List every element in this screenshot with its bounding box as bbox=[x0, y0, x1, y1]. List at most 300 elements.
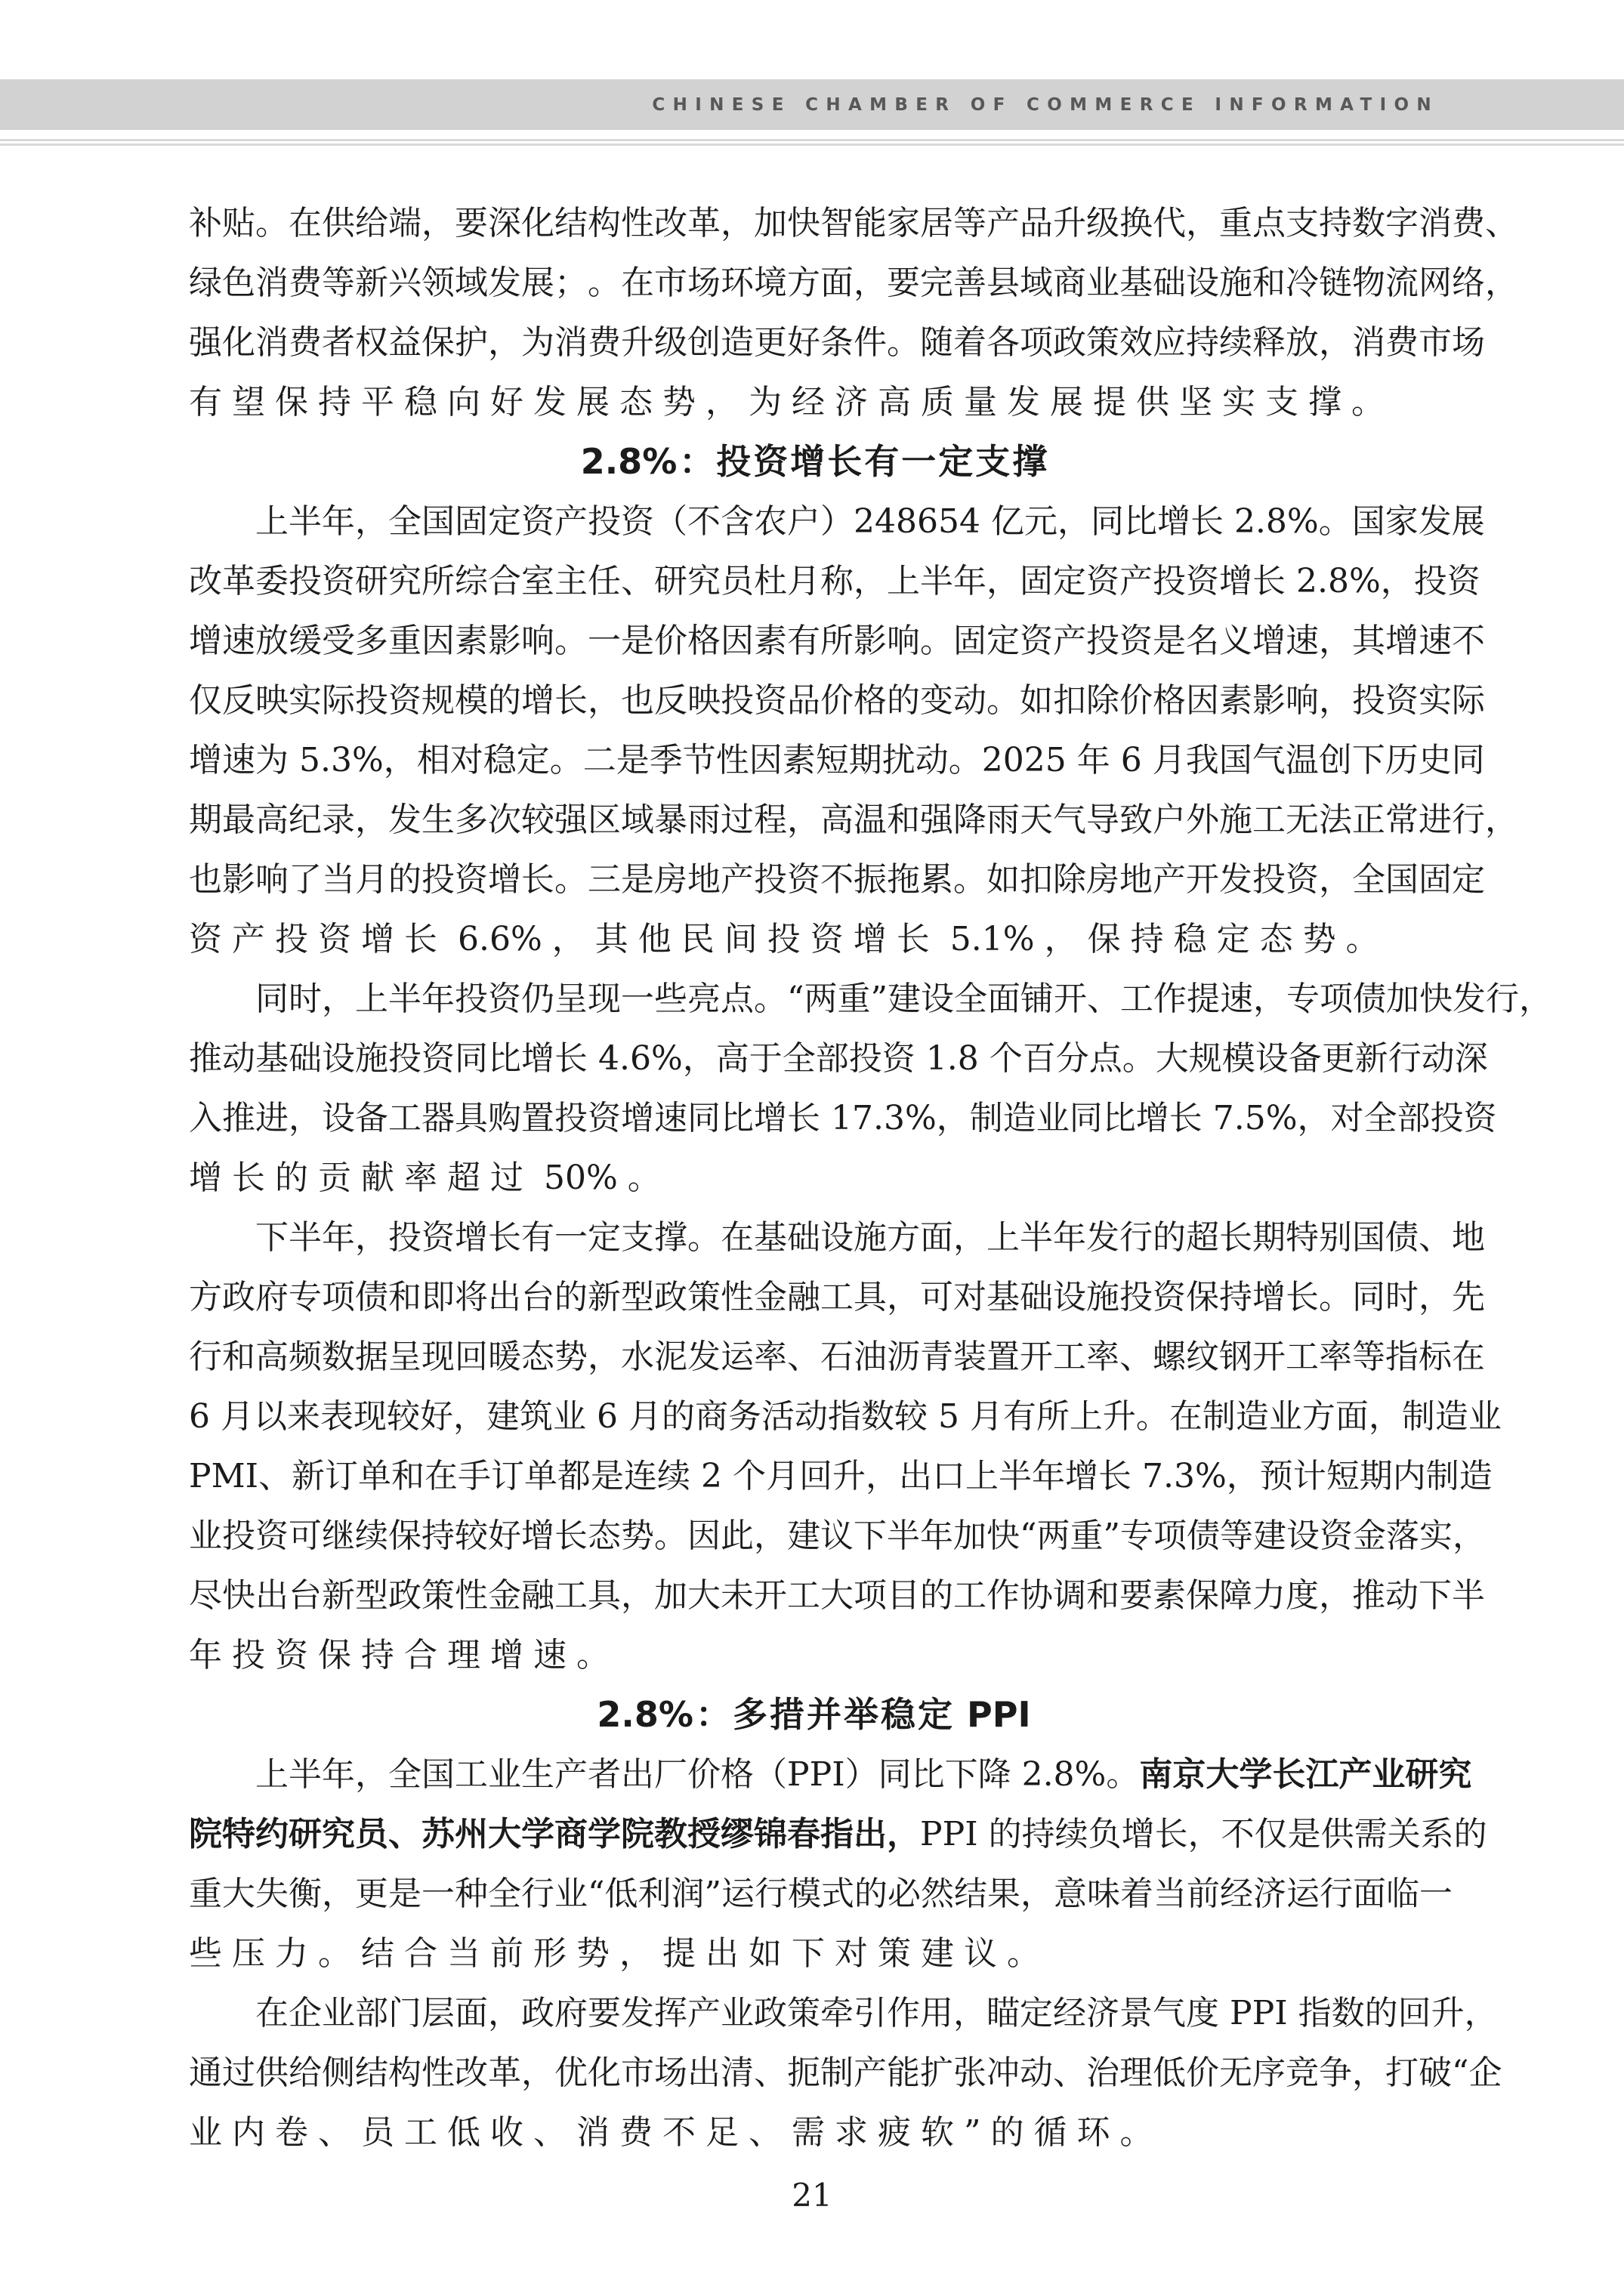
text-token: 型 bbox=[621, 1278, 654, 1316]
text-token: 产 bbox=[986, 204, 1020, 242]
text-token: 大 bbox=[1155, 1039, 1189, 1078]
text-token: PPI bbox=[920, 1815, 989, 1853]
text-token: 因 bbox=[721, 622, 754, 660]
text-token: 期 bbox=[1252, 1218, 1286, 1257]
text-token: 仅 bbox=[189, 681, 222, 720]
text-token: 动 bbox=[1385, 1576, 1419, 1615]
text-token: 金 bbox=[754, 1278, 787, 1316]
text-token: 贡 bbox=[318, 1159, 351, 1197]
text-token: 区 bbox=[588, 801, 621, 839]
text-token: ， bbox=[452, 1397, 486, 1436]
text-token: 。 bbox=[920, 622, 953, 660]
text-token: 。 bbox=[1122, 1039, 1156, 1078]
text-token: 卷 bbox=[275, 2113, 308, 2152]
text-token: 势 bbox=[1302, 920, 1336, 958]
text-token: 给 bbox=[355, 204, 388, 242]
text-token: 5.1% bbox=[939, 920, 1035, 958]
text-token: 破 bbox=[1419, 2054, 1452, 2092]
text-token: 因 bbox=[1186, 681, 1219, 720]
text-token: 工 bbox=[820, 1278, 854, 1316]
text-token: 提 bbox=[662, 1934, 696, 1973]
text-token: 企 bbox=[1468, 2054, 1502, 2092]
text-token: 尽 bbox=[189, 1576, 222, 1615]
text-token: 大 bbox=[687, 1576, 721, 1615]
text-token: 不 bbox=[1221, 1815, 1255, 1853]
text-token: 青 bbox=[920, 1338, 953, 1376]
text-token: 无 bbox=[1219, 2054, 1252, 2092]
text-token: 失 bbox=[255, 1875, 289, 1913]
text-token: 施 bbox=[1086, 1278, 1119, 1316]
text-token: 两 bbox=[1036, 1517, 1070, 1555]
text-token: 化 bbox=[588, 2054, 621, 2092]
text-line-content bbox=[189, 432, 1439, 492]
text-token: 网 bbox=[1419, 264, 1452, 302]
text-token: 济 bbox=[1253, 1875, 1286, 1913]
text-token: 月 bbox=[787, 562, 820, 600]
text-token: 单 bbox=[358, 1457, 392, 1495]
text-token: 同 bbox=[687, 1099, 721, 1137]
text-token: ， bbox=[621, 1576, 654, 1615]
text-token: 数 bbox=[1352, 204, 1385, 242]
text-token: 两 bbox=[804, 980, 838, 1018]
text-token: 层 bbox=[421, 1994, 455, 2032]
text-token: 年 bbox=[1053, 1218, 1086, 1257]
text-token: 一 bbox=[1419, 1875, 1453, 1913]
text-token: 加 bbox=[654, 1576, 687, 1615]
text-token: 牵 bbox=[820, 1994, 854, 2032]
text-token: 理 bbox=[447, 1636, 480, 1674]
text-token: 运 bbox=[1286, 1875, 1320, 1913]
text-token: 工 bbox=[455, 1755, 488, 1794]
text-token: 仅 bbox=[1254, 1815, 1288, 1853]
text-token: 口 bbox=[932, 1457, 966, 1495]
text-token: 一 bbox=[901, 441, 937, 482]
text-token: 订 bbox=[325, 1457, 359, 1495]
text-token: 冲 bbox=[986, 2054, 1020, 2092]
text-token: ， bbox=[682, 1039, 716, 1078]
text-token: 多 bbox=[455, 801, 488, 839]
text-token: 济 bbox=[1086, 1994, 1119, 2032]
text-token: ， bbox=[953, 1218, 986, 1257]
text-token: ， bbox=[1368, 1397, 1402, 1436]
text-token: 资 bbox=[1020, 622, 1053, 660]
text-token: 的 bbox=[920, 1576, 953, 1615]
text-token: 、 bbox=[318, 2113, 351, 2152]
text-line bbox=[189, 372, 1439, 432]
text-token: 政 bbox=[1053, 323, 1086, 362]
text-token: ， bbox=[986, 562, 1020, 600]
text-token: 连 bbox=[624, 1457, 658, 1495]
text-token: 定 bbox=[1020, 1994, 1053, 2032]
text-token: 比 bbox=[1123, 502, 1157, 541]
text-token: 撑 bbox=[654, 1218, 687, 1257]
text-token: 约 bbox=[255, 1815, 289, 1853]
text-token: 升 bbox=[621, 323, 654, 362]
text-token: 策 bbox=[687, 1278, 721, 1316]
text-token: 场 bbox=[687, 264, 721, 302]
text-token: 以 bbox=[253, 1397, 287, 1436]
text-token: 行 bbox=[1119, 1218, 1153, 1257]
text-token: 同 bbox=[1069, 1099, 1103, 1137]
text-token: 投 bbox=[289, 562, 322, 600]
text-token: 加 bbox=[1386, 980, 1419, 1018]
text-line-content bbox=[189, 1745, 1472, 1804]
text-token: 别 bbox=[1319, 1218, 1352, 1257]
text-token: 业 bbox=[322, 1994, 355, 2032]
text-token: 势 bbox=[662, 383, 696, 421]
text-token: 筑 bbox=[519, 1397, 553, 1436]
text-token: 利 bbox=[638, 1875, 672, 1913]
text-token: 上 bbox=[965, 1457, 999, 1495]
text-token: 格 bbox=[687, 622, 721, 660]
text-token: 预 bbox=[1259, 1457, 1293, 1495]
text-token: 府 bbox=[554, 1994, 588, 2032]
text-token: 研 bbox=[289, 1815, 322, 1853]
page-body bbox=[189, 193, 1552, 2162]
text-token: 资 bbox=[754, 681, 787, 720]
text-token: 设 bbox=[1286, 1517, 1320, 1555]
text-token: 融 bbox=[521, 1576, 554, 1615]
text-token: 造 bbox=[1002, 1099, 1036, 1137]
text-token: 业 bbox=[189, 2113, 222, 2152]
text-token: 造 bbox=[1235, 1397, 1269, 1436]
text-token: 础 bbox=[289, 1039, 322, 1078]
text-token: 实 bbox=[1222, 383, 1255, 421]
text-token: 。 bbox=[554, 860, 588, 899]
text-token: 。 bbox=[255, 204, 289, 242]
text-token: 施 bbox=[1219, 801, 1252, 839]
text-token: 速 bbox=[1419, 622, 1452, 660]
text-token: 。 bbox=[754, 980, 787, 1018]
text-token: 现 bbox=[588, 980, 621, 1018]
text-token: 是 bbox=[388, 1875, 421, 1913]
text-token: 是 bbox=[1153, 622, 1186, 660]
text-token: 投 bbox=[455, 980, 488, 1018]
text-token: 开 bbox=[1252, 1338, 1286, 1376]
text-token: 沥 bbox=[887, 1338, 920, 1376]
text-token: 手 bbox=[458, 1457, 492, 1495]
text-token: 链 bbox=[1319, 264, 1352, 302]
text-token: 资 bbox=[255, 1517, 289, 1555]
text-token: 国 bbox=[421, 1755, 455, 1794]
text-token: ， bbox=[588, 1338, 621, 1376]
text-token: 、 bbox=[1053, 2054, 1086, 2092]
text-token: 支 bbox=[1265, 383, 1298, 421]
text-token: 资 bbox=[881, 1039, 915, 1078]
text-token: 高 bbox=[255, 801, 289, 839]
text-token: 长 bbox=[1154, 1815, 1188, 1853]
text-token: 议 bbox=[964, 1934, 997, 1973]
text-token: 合 bbox=[404, 1636, 437, 1674]
text-token: 7.3% bbox=[1132, 1457, 1227, 1495]
text-line-content bbox=[189, 850, 1485, 909]
text-token: 治 bbox=[1086, 2054, 1119, 2092]
text-token: 备 bbox=[1288, 1039, 1322, 1078]
text-token: 保 bbox=[388, 1517, 421, 1555]
text-line bbox=[189, 611, 1485, 671]
text-token: 一 bbox=[588, 622, 621, 660]
text-token: ， bbox=[953, 1994, 986, 2032]
text-token: 常 bbox=[1385, 801, 1419, 839]
text-token: 制 bbox=[969, 1099, 1003, 1137]
text-token: 年 bbox=[1076, 741, 1110, 779]
text-token: 为 bbox=[255, 741, 289, 779]
text-token: 超 bbox=[1186, 1218, 1219, 1257]
text-token: 投 bbox=[421, 860, 455, 899]
text-token: 重 bbox=[837, 980, 871, 1018]
text-token: 法 bbox=[1319, 801, 1352, 839]
text-token: 格 bbox=[854, 681, 887, 720]
text-token: 于 bbox=[749, 1039, 783, 1078]
text-token: 定 bbox=[588, 1218, 621, 1257]
text-token: 规 bbox=[421, 681, 455, 720]
text-token: 上 bbox=[1069, 1397, 1103, 1436]
text-token: 负 bbox=[1088, 1815, 1122, 1853]
text-token: 好 bbox=[488, 1517, 521, 1555]
text-token: 增 bbox=[521, 1517, 554, 1555]
text-token: 、 bbox=[1119, 1338, 1153, 1376]
text-token: 研 bbox=[355, 562, 388, 600]
text-token: 环 bbox=[721, 264, 754, 302]
text-line bbox=[189, 2103, 1439, 2162]
text-token: ， bbox=[1380, 562, 1414, 600]
text-token: 变 bbox=[920, 681, 953, 720]
text-token: 地 bbox=[1452, 1218, 1485, 1257]
text-token: 发 bbox=[533, 383, 567, 421]
text-token: 下 bbox=[792, 1934, 825, 1973]
text-token: 出 bbox=[899, 1457, 933, 1495]
text-token: 指 bbox=[820, 1815, 854, 1853]
text-token: 同 bbox=[1451, 741, 1485, 779]
text-token: 螺 bbox=[1153, 1338, 1186, 1376]
text-token: ， bbox=[383, 741, 417, 779]
text-token: ， bbox=[1319, 681, 1352, 720]
text-token: 长 bbox=[521, 860, 554, 899]
text-token: 在 bbox=[621, 264, 654, 302]
text-token: 比 bbox=[911, 1755, 945, 1794]
text-token: “ bbox=[787, 980, 804, 1018]
text-token: “ bbox=[1452, 2054, 1469, 2092]
text-token: 面 bbox=[987, 980, 1020, 1018]
text-token: 义 bbox=[1219, 622, 1252, 660]
text-token: 学 bbox=[588, 1815, 621, 1853]
text-token: 竞 bbox=[1286, 2054, 1319, 2092]
text-token: 端 bbox=[388, 204, 421, 242]
text-token: 长 bbox=[554, 681, 588, 720]
text-token: 当 bbox=[1153, 1875, 1187, 1913]
text-token: 供 bbox=[255, 2054, 289, 2092]
text-token: 资 bbox=[421, 1039, 455, 1078]
text-token: 开 bbox=[754, 1576, 787, 1615]
text-token: 也 bbox=[189, 860, 222, 899]
text-token: 含 bbox=[721, 502, 754, 541]
text-token: 全 bbox=[388, 1755, 421, 1794]
text-token: 品 bbox=[787, 681, 820, 720]
text-token: 锦 bbox=[754, 1815, 787, 1853]
text-token: 持 bbox=[421, 1517, 455, 1555]
text-token: 标 bbox=[1419, 1338, 1452, 1376]
text-token: 调 bbox=[1053, 1576, 1086, 1615]
text-token: 环 bbox=[1076, 2113, 1110, 2152]
text-token: 究 bbox=[687, 562, 721, 600]
text-token: 扼 bbox=[787, 2054, 820, 2092]
text-line bbox=[189, 790, 1518, 850]
text-token: 债 bbox=[355, 1278, 388, 1316]
text-token: 落 bbox=[1386, 1517, 1419, 1555]
text-token: 态 bbox=[521, 1338, 554, 1376]
text-token: 发 bbox=[1086, 1218, 1119, 1257]
text-token: ， bbox=[1186, 204, 1219, 242]
text-line bbox=[189, 1625, 1439, 1685]
text-token: 展 bbox=[521, 264, 554, 302]
text-token: 。 bbox=[588, 264, 621, 302]
text-token: 投 bbox=[1252, 860, 1286, 899]
text-token: 稳 bbox=[1173, 920, 1207, 958]
text-token: ， bbox=[355, 1218, 388, 1257]
text-token: 费 bbox=[289, 323, 322, 362]
text-token: 项 bbox=[1020, 323, 1053, 362]
text-token: 对 bbox=[953, 1278, 986, 1316]
text-token: 响 bbox=[255, 860, 289, 899]
text-token: 稳 bbox=[483, 741, 517, 779]
text-token: 上 bbox=[887, 562, 920, 600]
text-token: 保 bbox=[1186, 1576, 1219, 1615]
text-token: 资 bbox=[521, 502, 554, 541]
text-token: 政 bbox=[521, 1994, 554, 2032]
text-line bbox=[189, 193, 1518, 253]
text-token: 增 bbox=[1385, 622, 1419, 660]
text-token: 济 bbox=[835, 383, 868, 421]
text-line-content bbox=[189, 1148, 1439, 1208]
text-token: 发 bbox=[1219, 860, 1252, 899]
text-token: （ bbox=[654, 502, 687, 541]
text-token: 降 bbox=[977, 1755, 1011, 1794]
text-token: 投 bbox=[232, 1636, 265, 1674]
text-token: 台 bbox=[521, 1278, 554, 1316]
text-line-content bbox=[189, 551, 1480, 611]
text-line bbox=[189, 1387, 1502, 1446]
text-token: 模 bbox=[788, 1875, 821, 1913]
text-token: 领 bbox=[421, 264, 455, 302]
text-token: 速 bbox=[1220, 980, 1253, 1018]
text-token: 定 bbox=[918, 1694, 952, 1735]
text-token: 研 bbox=[654, 562, 687, 600]
text-token: 专 bbox=[1120, 1517, 1153, 1555]
text-token: 点 bbox=[1252, 204, 1286, 242]
text-token: 下 bbox=[1419, 1576, 1452, 1615]
text-token: 是 bbox=[616, 741, 650, 779]
text-token: 面 bbox=[455, 1994, 488, 2032]
text-token: 下 bbox=[1351, 741, 1385, 779]
text-token: 侧 bbox=[322, 2054, 355, 2092]
text-token: 势 bbox=[576, 1934, 610, 1973]
text-token: 响 bbox=[887, 622, 920, 660]
text-token: 行 bbox=[1452, 801, 1485, 839]
text-token: 国 bbox=[1352, 1218, 1385, 1257]
text-token: 期 bbox=[1359, 1457, 1393, 1495]
text-token: 上 bbox=[255, 1755, 289, 1794]
text-line bbox=[189, 1924, 1439, 1983]
text-token: 厂 bbox=[654, 1755, 687, 1794]
text-token: 投 bbox=[554, 1099, 588, 1137]
text-token: 月 bbox=[355, 860, 388, 899]
text-line bbox=[189, 2043, 1502, 2103]
text-token: PMI bbox=[189, 1457, 259, 1495]
text-token: 映 bbox=[687, 681, 721, 720]
text-token: 合 bbox=[488, 562, 521, 600]
text-token: 合 bbox=[404, 1934, 437, 1973]
text-token: 补 bbox=[189, 204, 222, 242]
text-token: 增 bbox=[521, 681, 554, 720]
text-token: ； bbox=[554, 264, 588, 302]
text-token: 坚 bbox=[1179, 383, 1212, 421]
text-token: 动 bbox=[1020, 2054, 1053, 2092]
text-token: 全 bbox=[1363, 1099, 1397, 1137]
text-token: 资 bbox=[275, 1636, 308, 1674]
text-token: 疲 bbox=[878, 2113, 911, 2152]
text-token: 换 bbox=[1119, 204, 1153, 242]
text-token: 系 bbox=[1420, 1815, 1454, 1853]
text-token: 长 bbox=[787, 1099, 820, 1137]
text-token: 增 bbox=[488, 860, 521, 899]
text-token: 工 bbox=[953, 1576, 986, 1615]
text-token: 相 bbox=[416, 741, 450, 779]
text-token: 程 bbox=[754, 801, 787, 839]
text-token: 在 bbox=[721, 1218, 754, 1257]
text-token: 定 bbox=[488, 502, 521, 541]
text-token: 率 bbox=[1319, 1338, 1352, 1376]
text-token: 如 bbox=[1020, 681, 1053, 720]
text-token: 产 bbox=[1153, 860, 1186, 899]
text-token: 放 bbox=[255, 622, 289, 660]
text-token: 民 bbox=[681, 920, 715, 958]
text-token: 。 bbox=[554, 622, 588, 660]
text-token: 一 bbox=[621, 980, 654, 1018]
text-token: 分 bbox=[1055, 1039, 1089, 1078]
text-token: 消 bbox=[554, 323, 588, 362]
text-token: 消 bbox=[1419, 204, 1452, 242]
text-token: 件 bbox=[854, 323, 887, 362]
text-token: 增 bbox=[1135, 1099, 1169, 1137]
text-token: 些 bbox=[189, 1934, 222, 1973]
text-token: 指 bbox=[827, 1397, 861, 1436]
text-token: 动 bbox=[222, 1039, 255, 1078]
text-token: 提 bbox=[1093, 383, 1126, 421]
text-token: 场 bbox=[1452, 323, 1485, 362]
text-token: PPI bbox=[1219, 1994, 1298, 2032]
text-token: 上 bbox=[255, 502, 289, 541]
text-token: 累 bbox=[920, 860, 953, 899]
text-token: 产 bbox=[1338, 1755, 1372, 1794]
text-token: 条 bbox=[820, 323, 854, 362]
text-token: 备 bbox=[355, 1099, 388, 1137]
text-token: ， bbox=[619, 1934, 653, 1973]
text-token: 着 bbox=[1120, 1875, 1153, 1913]
text-line bbox=[189, 969, 1552, 1029]
text-token: 建 bbox=[921, 1934, 954, 1973]
text-token: 素 bbox=[754, 622, 787, 660]
text-token: 影 bbox=[1252, 681, 1286, 720]
text-token: 消 bbox=[255, 264, 289, 302]
text-token: 其 bbox=[1352, 622, 1385, 660]
text-token: 2.8% bbox=[1286, 562, 1381, 600]
text-line bbox=[189, 1506, 1486, 1566]
text-token: 资 bbox=[1463, 1099, 1497, 1137]
text-token: 地 bbox=[687, 860, 721, 899]
text-token: 的 bbox=[887, 681, 920, 720]
text-token: 行 bbox=[1388, 1039, 1422, 1078]
text-token: ， bbox=[936, 1099, 970, 1137]
